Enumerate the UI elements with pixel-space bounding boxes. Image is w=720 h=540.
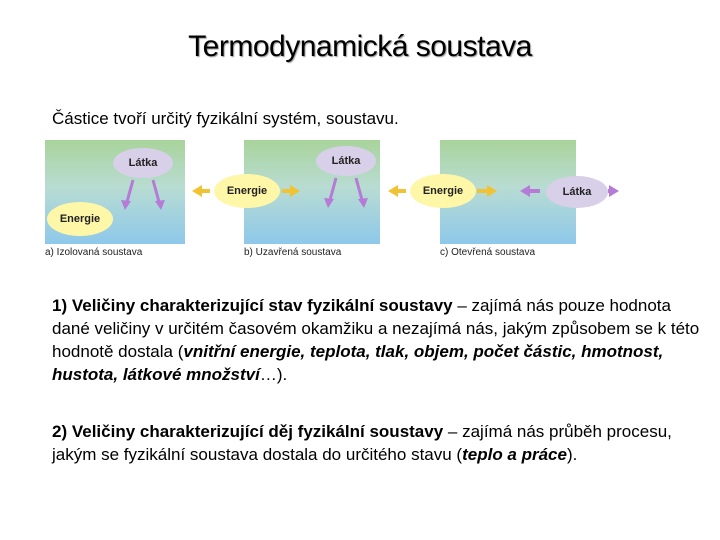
energie-oval: Energie [410,174,476,208]
paragraph-end: ). [276,365,288,384]
paragraph-ellipsis: … [259,365,277,384]
latka-oval: Látka [316,146,376,176]
paragraph-end: ). [566,445,578,464]
paragraph-process-quantities [52,420,702,466]
paragraph-text: – zajímá nás pouze hodnota dané veličiny v určitém časovém okamžiku a nezajímá nás, jakým způsobem se k této hodnotě dostala ( [52,296,700,361]
caption-closed: b) Uzavřená soustava [244,247,342,258]
paragraph-state-quantities [52,294,702,386]
caption-isolated: a) Izolovaná soustava [45,247,143,258]
page-title: Termodynamická soustava [188,30,532,63]
intro-text: Částice tvoří určitý fyzikální systém, soustavu. [52,109,399,128]
paragraph-text: – zajímá nás průběh procesu, jakým se fyzikální soustava dostala do určitého stavu ( [52,422,672,464]
paragraph-lead: 2) Veličiny charakterizující děj fyzikální soustavy [52,422,444,441]
paragraph-examples: vnitřní energie, teplota, tlak, objem, počet částic, hmotnost, hustota, látkové množství [52,342,664,384]
energie-oval: Energie [214,174,280,208]
latka-oval: Látka [546,176,608,208]
latka-oval: Látka [113,148,173,178]
paragraph-lead: 1) Veličiny charakterizující stav fyzikální soustavy [52,296,453,315]
paragraph-examples: teplo a práce [462,445,567,464]
caption-open: c) Otevřená soustava [440,247,536,258]
energie-oval: Energie [47,202,113,236]
